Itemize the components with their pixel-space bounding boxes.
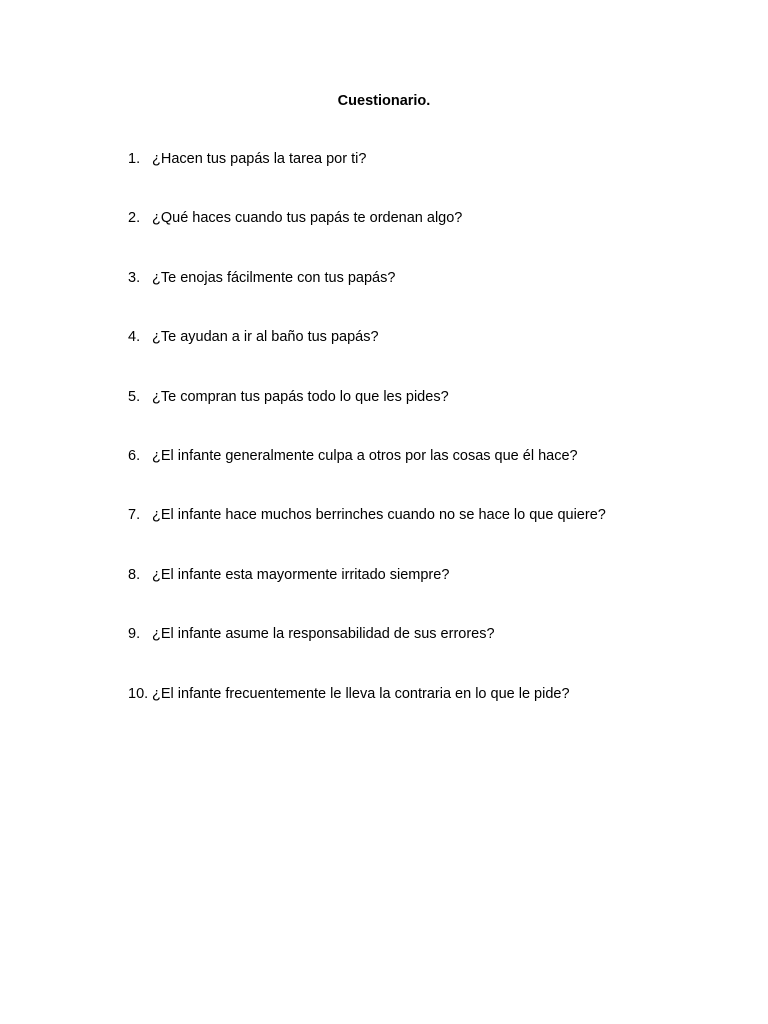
question-number: 1. [128, 151, 141, 167]
question-item [128, 208, 748, 267]
question-text: ¿Te compran tus papás todo lo que les pides? [152, 388, 449, 405]
question-item [128, 327, 748, 386]
question-item [128, 268, 748, 327]
question-text: ¿Qué haces cuando tus papás te ordenan algo? [152, 210, 463, 227]
question-text: ¿Te ayudan a ir al baño tus papás? [152, 329, 379, 346]
question-list [128, 149, 748, 743]
question-item [128, 684, 748, 743]
question-text: ¿El infante frecuentemente le lleva la contraria en lo que le pide? [152, 685, 570, 702]
question-number: 8. [128, 566, 141, 583]
page-title: Cuestionario. [337, 93, 431, 109]
question-text: ¿Hacen tus papás la tarea por ti? [152, 151, 367, 167]
question-number: 2. [128, 210, 141, 227]
question-text: ¿El infante hace muchos berrinches cuando no se hace lo que quiere? [152, 507, 606, 524]
question-number: 7. [128, 507, 141, 524]
question-item [128, 565, 748, 624]
question-number: 6. [128, 447, 141, 464]
question-item [128, 149, 748, 208]
question-text: ¿Te enojas fácilmente con tus papás? [152, 269, 396, 286]
question-text: ¿El infante generalmente culpa a otros por las cosas que él hace? [152, 447, 578, 464]
question-item [128, 624, 748, 683]
question-item [128, 387, 748, 446]
question-number: 10. [128, 685, 149, 702]
question-item [128, 505, 748, 564]
question-number: 5. [128, 388, 141, 405]
question-item [128, 446, 748, 505]
question-text: ¿El infante asume la responsabilidad de sus errores? [152, 626, 495, 643]
question-number: 4. [128, 329, 141, 346]
question-number: 9. [128, 626, 141, 643]
question-text: ¿El infante esta mayormente irritado siempre? [152, 566, 450, 583]
question-number: 3. [128, 269, 141, 286]
